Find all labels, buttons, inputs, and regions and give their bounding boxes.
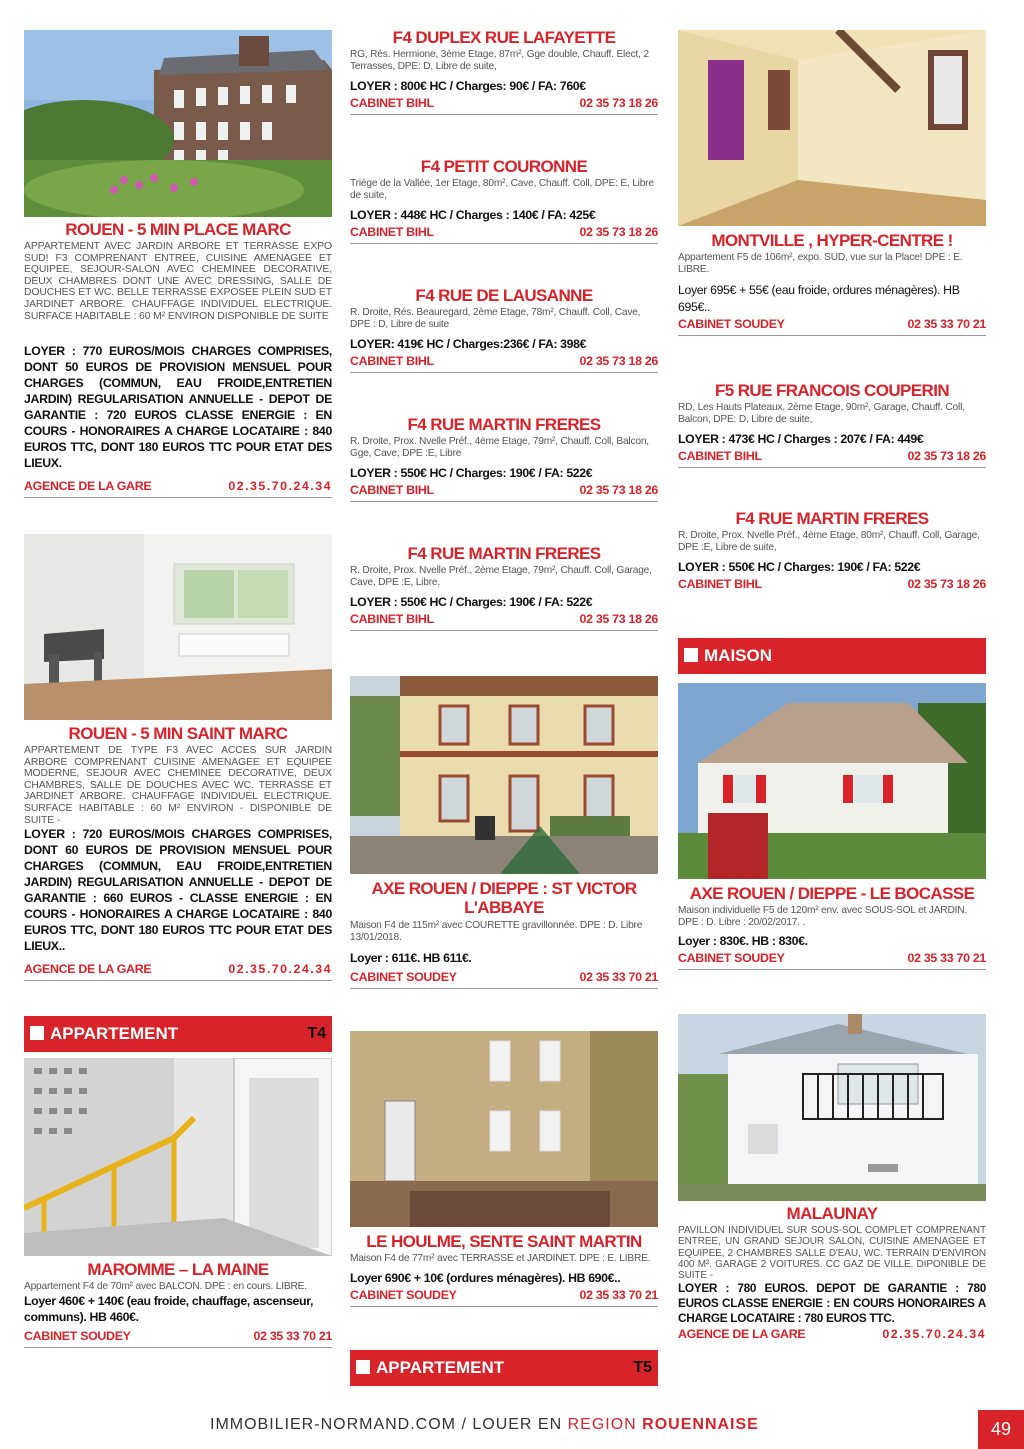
listing-title: F4 PETIT COURONNE [420, 157, 588, 176]
listing-contact [678, 316, 986, 336]
agency-name: CABINET BIHL [350, 224, 434, 239]
listing-title: AXE ROUEN / DIEPPE : ST VICTOR L'ABBAYE [371, 879, 637, 917]
band-label: MAISON [704, 646, 772, 665]
agency-phone: 02 35 33 70 21 [907, 316, 986, 331]
square-icon [30, 1026, 44, 1040]
agency-phone: 02.35.70.24.34 [228, 479, 332, 493]
agency-phone: 02 35 73 18 26 [579, 95, 658, 110]
listing-contact [24, 961, 332, 981]
listing-f4-rue-martin-freres-2e [350, 544, 658, 631]
agency-phone: 02 35 73 18 26 [579, 482, 658, 497]
agency-phone: 02 35 73 18 26 [579, 224, 658, 239]
listing-price: LOYER : 448€ HC / Charges : 140€ / FA: 425€ [350, 207, 596, 222]
footer-louer: LOUER EN [472, 1416, 568, 1433]
listing-title: ROUEN - 5 MIN SAINT MARC [68, 724, 288, 743]
listing-contact [678, 1326, 986, 1345]
agency-phone: 02 35 33 70 21 [253, 1329, 332, 1344]
agency-phone: 02 35 73 18 26 [907, 448, 986, 463]
listing-price: LOYER: 419€ HC / Charges:236€ / FA: 398€ [350, 336, 587, 351]
listing-malaunay [678, 1204, 986, 1345]
listing-description: R. Droite, Prox. Nvelle Préf., 4ème Etage, 80m², Chauff. Coll, Garage, DPE :E, Libre de suite, [678, 530, 980, 554]
listing-price: LOYER : 473€ HC / Charges : 207€ / FA: 449€ [678, 431, 924, 446]
listing-f4-petit-couronne [350, 157, 658, 244]
footer-separator: / [456, 1416, 473, 1433]
listing-price: LOYER : 550€ HC / Charges: 190€ / FA: 522€ [350, 465, 593, 480]
listing-contact [678, 448, 986, 468]
listing-contact [350, 224, 658, 244]
listing-contact [678, 576, 986, 595]
agency-name: CABINET BIHL [350, 95, 434, 110]
listing-terms: LOYER : 780 EUROS. DEPOT DE GARANTIE : 780 EUROS CLASSE ENERGIE : EN COURS HONORAIRES A CHARGE LOCATAIRE : 780 EUROS TTC. [678, 1281, 986, 1326]
agency-phone: 02 35 73 18 26 [579, 611, 658, 626]
band-label: APPARTEMENT [50, 1024, 179, 1043]
listing-maromme [24, 1260, 332, 1348]
agency-name: CABINET BIHL [678, 448, 762, 463]
agency-name: CABINET BIHL [350, 611, 434, 626]
listing-description: R. Droite, Rés. Beauregard, 2ème Etage, 78m², Chauff. Coll, Cave, DPE : D, Libre de suite [350, 307, 641, 331]
photo-maromme [24, 1058, 332, 1256]
photo-rouen-saint-marc [24, 534, 332, 720]
agency-phone: 02 35 73 18 26 [579, 353, 658, 368]
footer-site: IMMOBILIER-NORMAND.COM [210, 1416, 456, 1433]
listing-price: Loyer 695€ + 55€ (eau froide, ordures ménagères). HB 695€.. [678, 282, 960, 314]
agency-phone: 02 35 33 70 21 [907, 950, 986, 965]
listing-description: R. Droite, Prox. Nvelle Préf., 2ème Etage, 79m², Chauff. Coll, Garage, Cave, DPE :E, Libre, [350, 565, 652, 589]
listing-description: APPARTEMENT DE TYPE F3 AVEC ACCES SUR JARDIN ARBORE COMPRENANT CUISINE AMENAGEE ET EQUIPEE MODERNE, SEJOUR AVEC CHEMINEE DECORATIVE, DEUX CHAMBRES, SALLE DE DOUCHES AVEC WC. TERRASSE ET JARDINET ARBORE. CHAUFFAGE INDIVIDUEL ELECTRIQUE. SURFACE HABITABLE : 60 M² ENVIRON - DISPONIBLE DE SUITE - [24, 745, 332, 826]
listing-title: F4 RUE MARTIN FRERES [407, 415, 601, 434]
page-footer [0, 1410, 1024, 1449]
listing-description: Appartement F4 de 70m² avec BALCON. DPE : en cours. LIBRE. [24, 1281, 307, 1292]
section-band-appartement-t4 [24, 1016, 332, 1052]
listing-f4-duplex-lafayette [350, 28, 658, 115]
listing-description: R. Droite, Prox. Nvelle Préf., 4ème Etage, 79m², Chauff. Coll, Balcon, Gge, Cave, DPE :E, Libre [350, 436, 649, 460]
photo-le-houlme [350, 1031, 658, 1227]
listing-title: LE HOULME, SENTE SAINT MARTIN [366, 1232, 642, 1251]
listing-description: APPARTEMENT AVEC JARDIN ARBORE ET TERRASSE EXPO SUD! F3 COMPRENANT ENTREE, CUISINE AMENAGEE ET EQUIPEE, SEJOUR-SALON AVEC CHEMINEE DECORATIVE, DEUX CHAMBRES DONT UNE AVEC DRESSING, SALLE DE DOUCHES ET WC. BELLE TERRASSE EXPOSEE PLEIN SUD ET JARDINET ARBORE. CHAUFFAGE INDIVIDUEL ELECTRIQUE. SURFACE HABITABLE : 60 M² ENVIRON DISPONIBLE DE SUITE [24, 241, 332, 322]
band-type: T5 [633, 1359, 652, 1376]
photo-montville [678, 30, 986, 226]
square-icon [684, 648, 698, 662]
band-type: T4 [307, 1025, 326, 1042]
agency-name: CABINET SOUDEY [678, 950, 785, 965]
listing-terms: LOYER : 720 EUROS/MOIS CHARGES COMPRISES, DONT 60 EUROS DE PROVISION MENSUEL POUR CHARGES (COMMUN, EAU FROIDE,ENTRETIEN JARDIN) REGULARISATION ANNUELLE - DEPOT DE GARANTIE : 660 EUROS - CLASSE ENERGIE : EN COURS - HONORAIRES A CHARGE LOCATAIRE : 840 EUROS TTC, DONT 180 EUROS TTC POUR ETAT DES LIEUX.. [24, 827, 332, 954]
listing-price: Loyer 460€ + 140€ (eau froide, chauffage, ascenseur, communs). HB 460€. [24, 1294, 314, 1325]
listing-title: MALAUNAY [786, 1204, 878, 1223]
listing-title: F5 RUE FRANCOIS COUPERIN [714, 381, 949, 400]
listing-title: F4 RUE MARTIN FRERES [735, 509, 929, 528]
agency-name: CABINET BIHL [350, 482, 434, 497]
listing-description: PAVILLON INDIVIDUEL SUR SOUS-SOL COMPLET COMPRENANT ENTREE, UN GRAND SEJOUR SALON, CUISINE AMENAGEE ET EQUIPEE, 2 CHAMBRES SALLE D'EAU, WC. TERRAIN D'ENVIRON 400 M². GARAGE 2 VOITURES. CC GAZ DE VILLE. DIPONIBLE DE SUITE - [678, 1225, 986, 1282]
listing-description: Triège de la Vallée, 1er Etage, 80m², Cave, Chauff. Coll, DPE: E, Libre de suite, [350, 178, 654, 202]
agency-name: CABINET SOUDEY [24, 1329, 131, 1344]
agency-name: CABINET BIHL [350, 353, 434, 368]
listing-title: F4 RUE DE LAUSANNE [415, 286, 593, 305]
listing-contact [350, 353, 658, 373]
listing-le-bocasse [678, 884, 986, 970]
listing-contact [678, 950, 986, 970]
page-number: 49 [978, 1410, 1024, 1449]
listing-description: Maison individuelle F5 de 120m² env. avec SOUS-SOL et JARDIN. DPE : D. Libre : 20/02/2017. . [678, 905, 968, 929]
listing-f4-rue-de-lausanne [350, 286, 658, 373]
listing-title: F4 DUPLEX RUE LAFAYETTE [392, 28, 616, 47]
listing-rouen-saint-marc [24, 724, 332, 981]
section-band-appartement-t5 [350, 1350, 658, 1386]
listing-title: AXE ROUEN / DIEPPE - LE BOCASSE [689, 884, 975, 903]
agency-phone: 02.35.70.24.34 [882, 1327, 986, 1342]
listing-description: RG, Rés. Hermione, 3ème Etage, 87m², Gge double, Chauff. Elect, 2 Terrasses, DPE: D, Libre de suite, [350, 49, 649, 73]
footer-text [210, 1416, 759, 1434]
listing-f4-rue-martin-freres-4e [350, 415, 658, 502]
listing-description: Appartement F5 de 106m², expo. SUD, vue sur la Place! DPE : E. LIBRE. [678, 252, 963, 276]
listing-description: RD, Les Hauts Plateaux, 2ème Etage, 90m², Garage, Chauff. Coll, Balcon, DPE: D, Libre de suite, [678, 402, 965, 426]
listing-contact [350, 482, 658, 502]
listing-title: MONTVILLE , HYPER-CENTRE ! [711, 231, 953, 250]
listing-contact [350, 95, 658, 115]
agency-name: AGENCE DE LA GARE [24, 479, 152, 493]
listing-price: LOYER : 550€ HC / Charges: 190€ / FA: 522€ [350, 594, 593, 609]
photo-le-bocasse [678, 683, 986, 879]
photo-rouen-place-marc [24, 30, 332, 217]
listing-description: Maison F4 de 77m² avec TERRASSE et JARDINET. DPE : E. LIBRE. [350, 1253, 651, 1264]
listing-price: Loyer : 611€. HB 611€. [350, 950, 472, 965]
listing-price: Loyer 690€ + 10€ (ordures ménagères). HB 690€.. [350, 1271, 621, 1286]
agency-phone: 02 35 73 18 26 [907, 576, 986, 591]
listing-terms: LOYER : 770 EUROS/MOIS CHARGES COMPRISES, DONT 50 EUROS DE PROVISION MENSUEL POUR CHARGES (COMMUN, EAU FROIDE,ENTRETIEN JARDIN) REGULARISATION ANNUELLE - DEPOT DE GARANTIE : 720 EUROS CLASSE ENERGIE : EN COURS - HONORAIRES A CHARGE LOCATAIRE : 840 EUROS TTC, DONT 180 EUROS TTC POUR ETAT DES LIEUX. [24, 344, 332, 470]
listing-st-victor-abbaye [350, 879, 658, 989]
footer-rouennaise: ROUENNAISE [642, 1416, 759, 1433]
agency-name: CABINET SOUDEY [678, 316, 785, 331]
photo-st-victor-abbaye [350, 676, 658, 874]
listing-f5-francois-couperin [678, 381, 986, 468]
listing-contact [350, 969, 658, 989]
footer-region: REGION [567, 1416, 643, 1433]
listing-contact [350, 1287, 658, 1307]
listing-description: Maison F4 de 115m² avec COURETTE gravillonnée. DPE : D. Libre 13/01/2018. [350, 920, 643, 944]
listing-title: MAROMME – LA MAINE [87, 1260, 269, 1279]
listing-contact [350, 611, 658, 631]
square-icon [356, 1360, 370, 1374]
photo-malaunay [678, 1014, 986, 1201]
agency-phone: 02.35.70.24.34 [228, 962, 332, 977]
listing-montville [678, 231, 986, 336]
band-label: APPARTEMENT [376, 1358, 505, 1377]
agency-phone: 02 35 33 70 21 [579, 1288, 658, 1303]
agency-name: CABINET SOUDEY [350, 1288, 457, 1303]
listing-contact [24, 478, 332, 498]
listing-rouen-place-marc [24, 220, 332, 498]
listing-price: LOYER : 550€ HC / Charges: 190€ / FA: 522€ [678, 559, 921, 574]
agency-name: CABINET SOUDEY [350, 969, 457, 984]
listing-f4-rue-martin-freres-80 [678, 509, 986, 595]
agency-name: AGENCE DE LA GARE [24, 962, 152, 977]
listing-price: LOYER : 800€ HC / Charges: 90€ / FA: 760€ [350, 78, 586, 93]
listing-le-houlme [350, 1232, 658, 1307]
listing-price: Loyer : 830€. HB : 830€. [678, 933, 808, 948]
agency-phone: 02 35 33 70 21 [579, 969, 658, 984]
listing-title: ROUEN - 5 MIN PLACE MARC [65, 220, 291, 239]
listing-contact [24, 1328, 332, 1348]
agency-name: AGENCE DE LA GARE [678, 1327, 806, 1342]
agency-name: CABINET BIHL [678, 576, 762, 591]
section-band-maison [678, 638, 986, 674]
listing-title: F4 RUE MARTIN FRERES [407, 544, 601, 563]
